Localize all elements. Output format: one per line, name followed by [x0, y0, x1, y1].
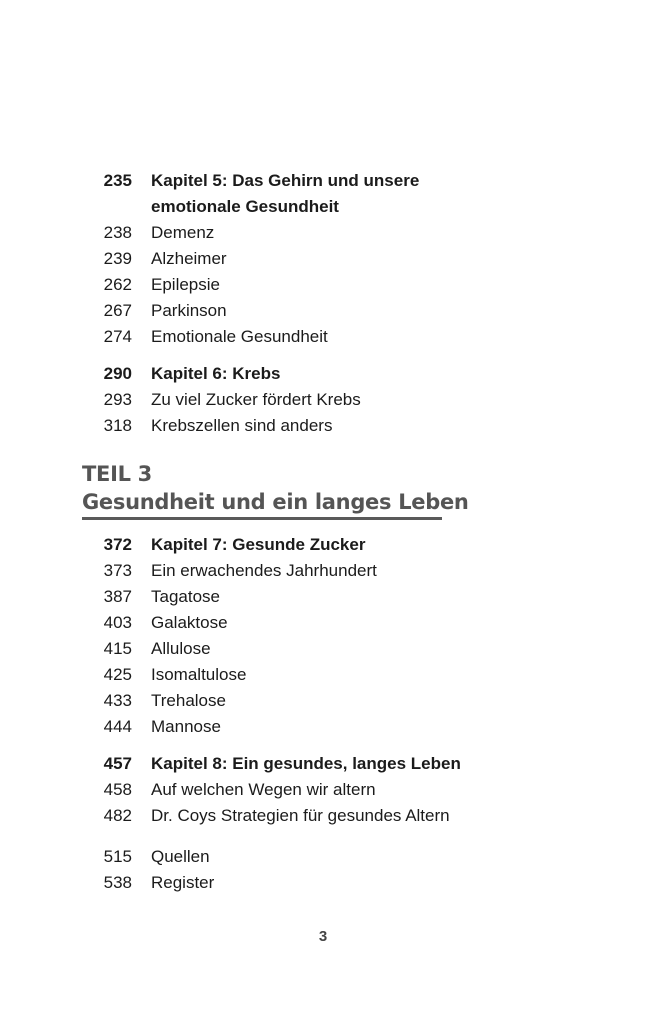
toc-entry-sources — [0, 844, 656, 870]
page-number-ref: 238 — [103, 223, 132, 242]
entry-title: Tagatose — [151, 587, 220, 606]
toc-entry — [0, 777, 656, 803]
toc-entry — [0, 272, 656, 298]
toc-entry — [0, 298, 656, 324]
toc-entry — [0, 688, 656, 714]
toc-entry — [0, 220, 656, 246]
page-number-ref: 457 — [103, 754, 132, 773]
entry-title: Quellen — [151, 847, 210, 866]
page-number-ref: 293 — [103, 390, 132, 409]
toc-entry — [0, 246, 656, 272]
page-number-ref: 372 — [103, 535, 132, 554]
page-number-ref: 373 — [103, 561, 132, 580]
entry-title: Emotionale Gesundheit — [151, 327, 328, 346]
page-number-ref: 515 — [103, 847, 132, 866]
page-number-ref: 239 — [103, 249, 132, 268]
page-number-ref: 458 — [103, 780, 132, 799]
toc-entry — [0, 662, 656, 688]
page-number: 3 — [318, 928, 328, 945]
entry-title: Register — [151, 873, 215, 892]
page-number-ref: 387 — [103, 587, 132, 606]
page-number-ref: 403 — [103, 613, 132, 632]
page-number-ref: 318 — [103, 416, 132, 435]
entry-title: Parkinson — [151, 301, 227, 320]
page-number-ref: 538 — [103, 873, 132, 892]
entry-title: Allulose — [151, 639, 211, 658]
chapter-6-heading — [0, 361, 656, 387]
part-title: Gesundheit und ein langes Leben — [82, 490, 469, 514]
toc-entry — [0, 324, 656, 350]
toc-entry — [0, 387, 656, 413]
entry-title: Auf welchen Wegen wir altern — [151, 780, 376, 799]
entry-title: Mannose — [151, 717, 221, 736]
page-number-ref: 433 — [103, 691, 132, 710]
toc-entry — [0, 413, 656, 439]
chapter-7-heading — [0, 532, 656, 558]
chapter-title: Kapitel 8: Ein gesundes, langes Leben — [151, 754, 461, 773]
page-number-ref: 415 — [103, 639, 132, 658]
page-number-ref: 262 — [103, 275, 132, 294]
entry-title: Krebszellen sind anders — [151, 416, 333, 435]
page-number-ref: 274 — [103, 327, 132, 346]
toc-entry — [0, 714, 656, 740]
chapter-title: Kapitel 7: Gesunde Zucker — [151, 535, 366, 554]
chapter-title: Kapitel 6: Krebs — [151, 364, 281, 383]
entry-title: Alzheimer — [151, 249, 227, 268]
chapter-5-heading-cont — [0, 194, 656, 220]
entry-title: Trehalose — [151, 691, 226, 710]
entry-title: Zu viel Zucker fördert Krebs — [151, 390, 361, 409]
entry-title: Ein erwachendes Jahrhundert — [151, 561, 377, 580]
toc-entry-index — [0, 870, 656, 896]
toc-entry — [0, 584, 656, 610]
chapter-5-heading — [0, 168, 656, 194]
entry-title: Epilepsie — [151, 275, 220, 294]
toc-entry — [0, 636, 656, 662]
toc-entry — [0, 610, 656, 636]
entry-title: Dr. Coys Strategien für gesundes Altern — [151, 806, 450, 825]
toc-entry — [0, 803, 656, 829]
chapter-title: Kapitel 5: Das Gehirn und unsere — [151, 171, 420, 190]
part-label: TEIL 3 — [82, 462, 152, 486]
page-number-ref: 235 — [103, 171, 132, 190]
page-number-ref: 482 — [103, 806, 132, 825]
part-3-heading — [82, 460, 469, 520]
chapter-title: emotionale Gesundheit — [151, 197, 339, 216]
page-number-ref: 267 — [103, 301, 132, 320]
chapter-8-heading — [0, 751, 656, 777]
toc-entry — [0, 558, 656, 584]
page-number-ref: 444 — [103, 717, 132, 736]
entry-title: Isomaltulose — [151, 665, 247, 684]
entry-title: Demenz — [151, 223, 215, 242]
entry-title: Galaktose — [151, 613, 228, 632]
page-number-ref: 425 — [103, 665, 132, 684]
page-number-ref: 290 — [103, 364, 132, 383]
